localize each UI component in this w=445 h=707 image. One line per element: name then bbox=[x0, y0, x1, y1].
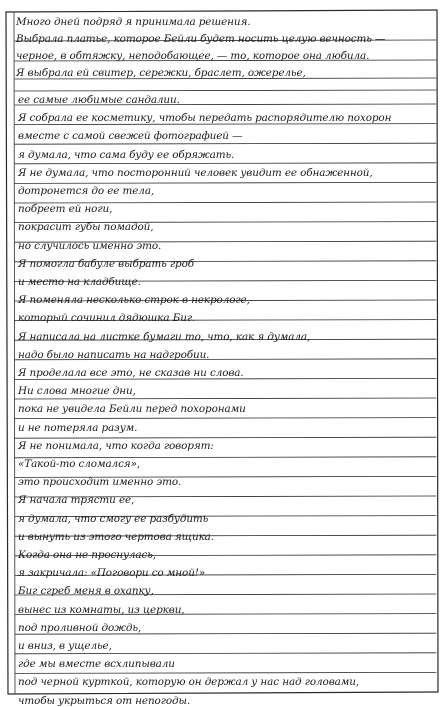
text-line: и не потеряла разум. bbox=[18, 421, 138, 434]
text-line: я закричала: «Поговори со мной!» bbox=[18, 567, 206, 580]
text-line: «Такой-то сломался», bbox=[18, 458, 141, 470]
text-line: чтобы укрыться от непогоды. bbox=[18, 694, 191, 707]
text-line: Я начала трясти ее, bbox=[18, 494, 135, 507]
text-line: вместе с самой свежей фотографией — bbox=[18, 130, 243, 143]
text-line: я думала, что сама буду ее обряжать. bbox=[18, 148, 235, 161]
text-line: Я не думала, что посторонний человек увидит ее обнаженной, bbox=[18, 166, 373, 179]
text-line: Я написала на листке бумаги то, что, как я думала, bbox=[18, 330, 311, 343]
text-line: Я поменяла несколько строк в некрологе, bbox=[18, 294, 250, 307]
text-line: покрасит губы помадой, bbox=[18, 221, 154, 234]
text-line: Биг сгреб меня в охапку, bbox=[18, 585, 154, 598]
text-line: Выбрала платье, которое Бейли будет носить целую вечность — bbox=[16, 33, 386, 45]
text-line: Я выбрала ей свитер, сережки, браслет, ожерелье, bbox=[16, 67, 306, 79]
text-line: и вынуть из этого чертова ящика. bbox=[18, 530, 214, 543]
text-line: и место на кладбище. bbox=[18, 276, 141, 288]
text-line: Когда она не проснулась, bbox=[18, 549, 157, 561]
text-line: Я собрала ее косметику, чтобы передать распорядителю похорон bbox=[18, 112, 392, 125]
text-line: я думала, что смогу ее разбудить bbox=[18, 512, 209, 525]
text-line: надо было написать на надгробии. bbox=[18, 348, 210, 361]
text-line: Ни слова многие дни, bbox=[18, 385, 136, 398]
text-line: но случилось именно это. bbox=[18, 239, 162, 252]
text-line: ее самые любимые сандалии. bbox=[18, 94, 180, 106]
text-line: Много дней подряд я принимала решения. bbox=[16, 16, 251, 28]
text-line: вынес из комнаты, из церкви, bbox=[18, 603, 185, 616]
text-line: это происходит именно это. bbox=[18, 476, 182, 489]
text-line: Я помогла бабуле выбрать гроб bbox=[18, 257, 194, 270]
text-line: который сочинил дядюшка Биг. bbox=[18, 312, 196, 325]
text-line: Я проделала все это, не сказав ни слова. bbox=[18, 367, 244, 379]
text-line: под черной курткой, которую он держал у нас над головами, bbox=[18, 676, 360, 689]
text-line: и вниз, в ущелье, bbox=[18, 640, 112, 652]
text-line: дотронется до ее тела, bbox=[18, 185, 155, 197]
text-line: пока не увидела Бейли перед похоронами bbox=[18, 403, 246, 416]
text-line: где мы вместе всхлипывали bbox=[18, 658, 175, 671]
text-line: побреет ей ноги, bbox=[18, 203, 113, 216]
text-line: под проливной дождь, bbox=[18, 621, 142, 634]
text-line: Я не понимала, что когда говорят: bbox=[18, 439, 214, 452]
text-line: черное, в обтяжку, неподобающее, — то, которое она любила. bbox=[16, 50, 370, 62]
